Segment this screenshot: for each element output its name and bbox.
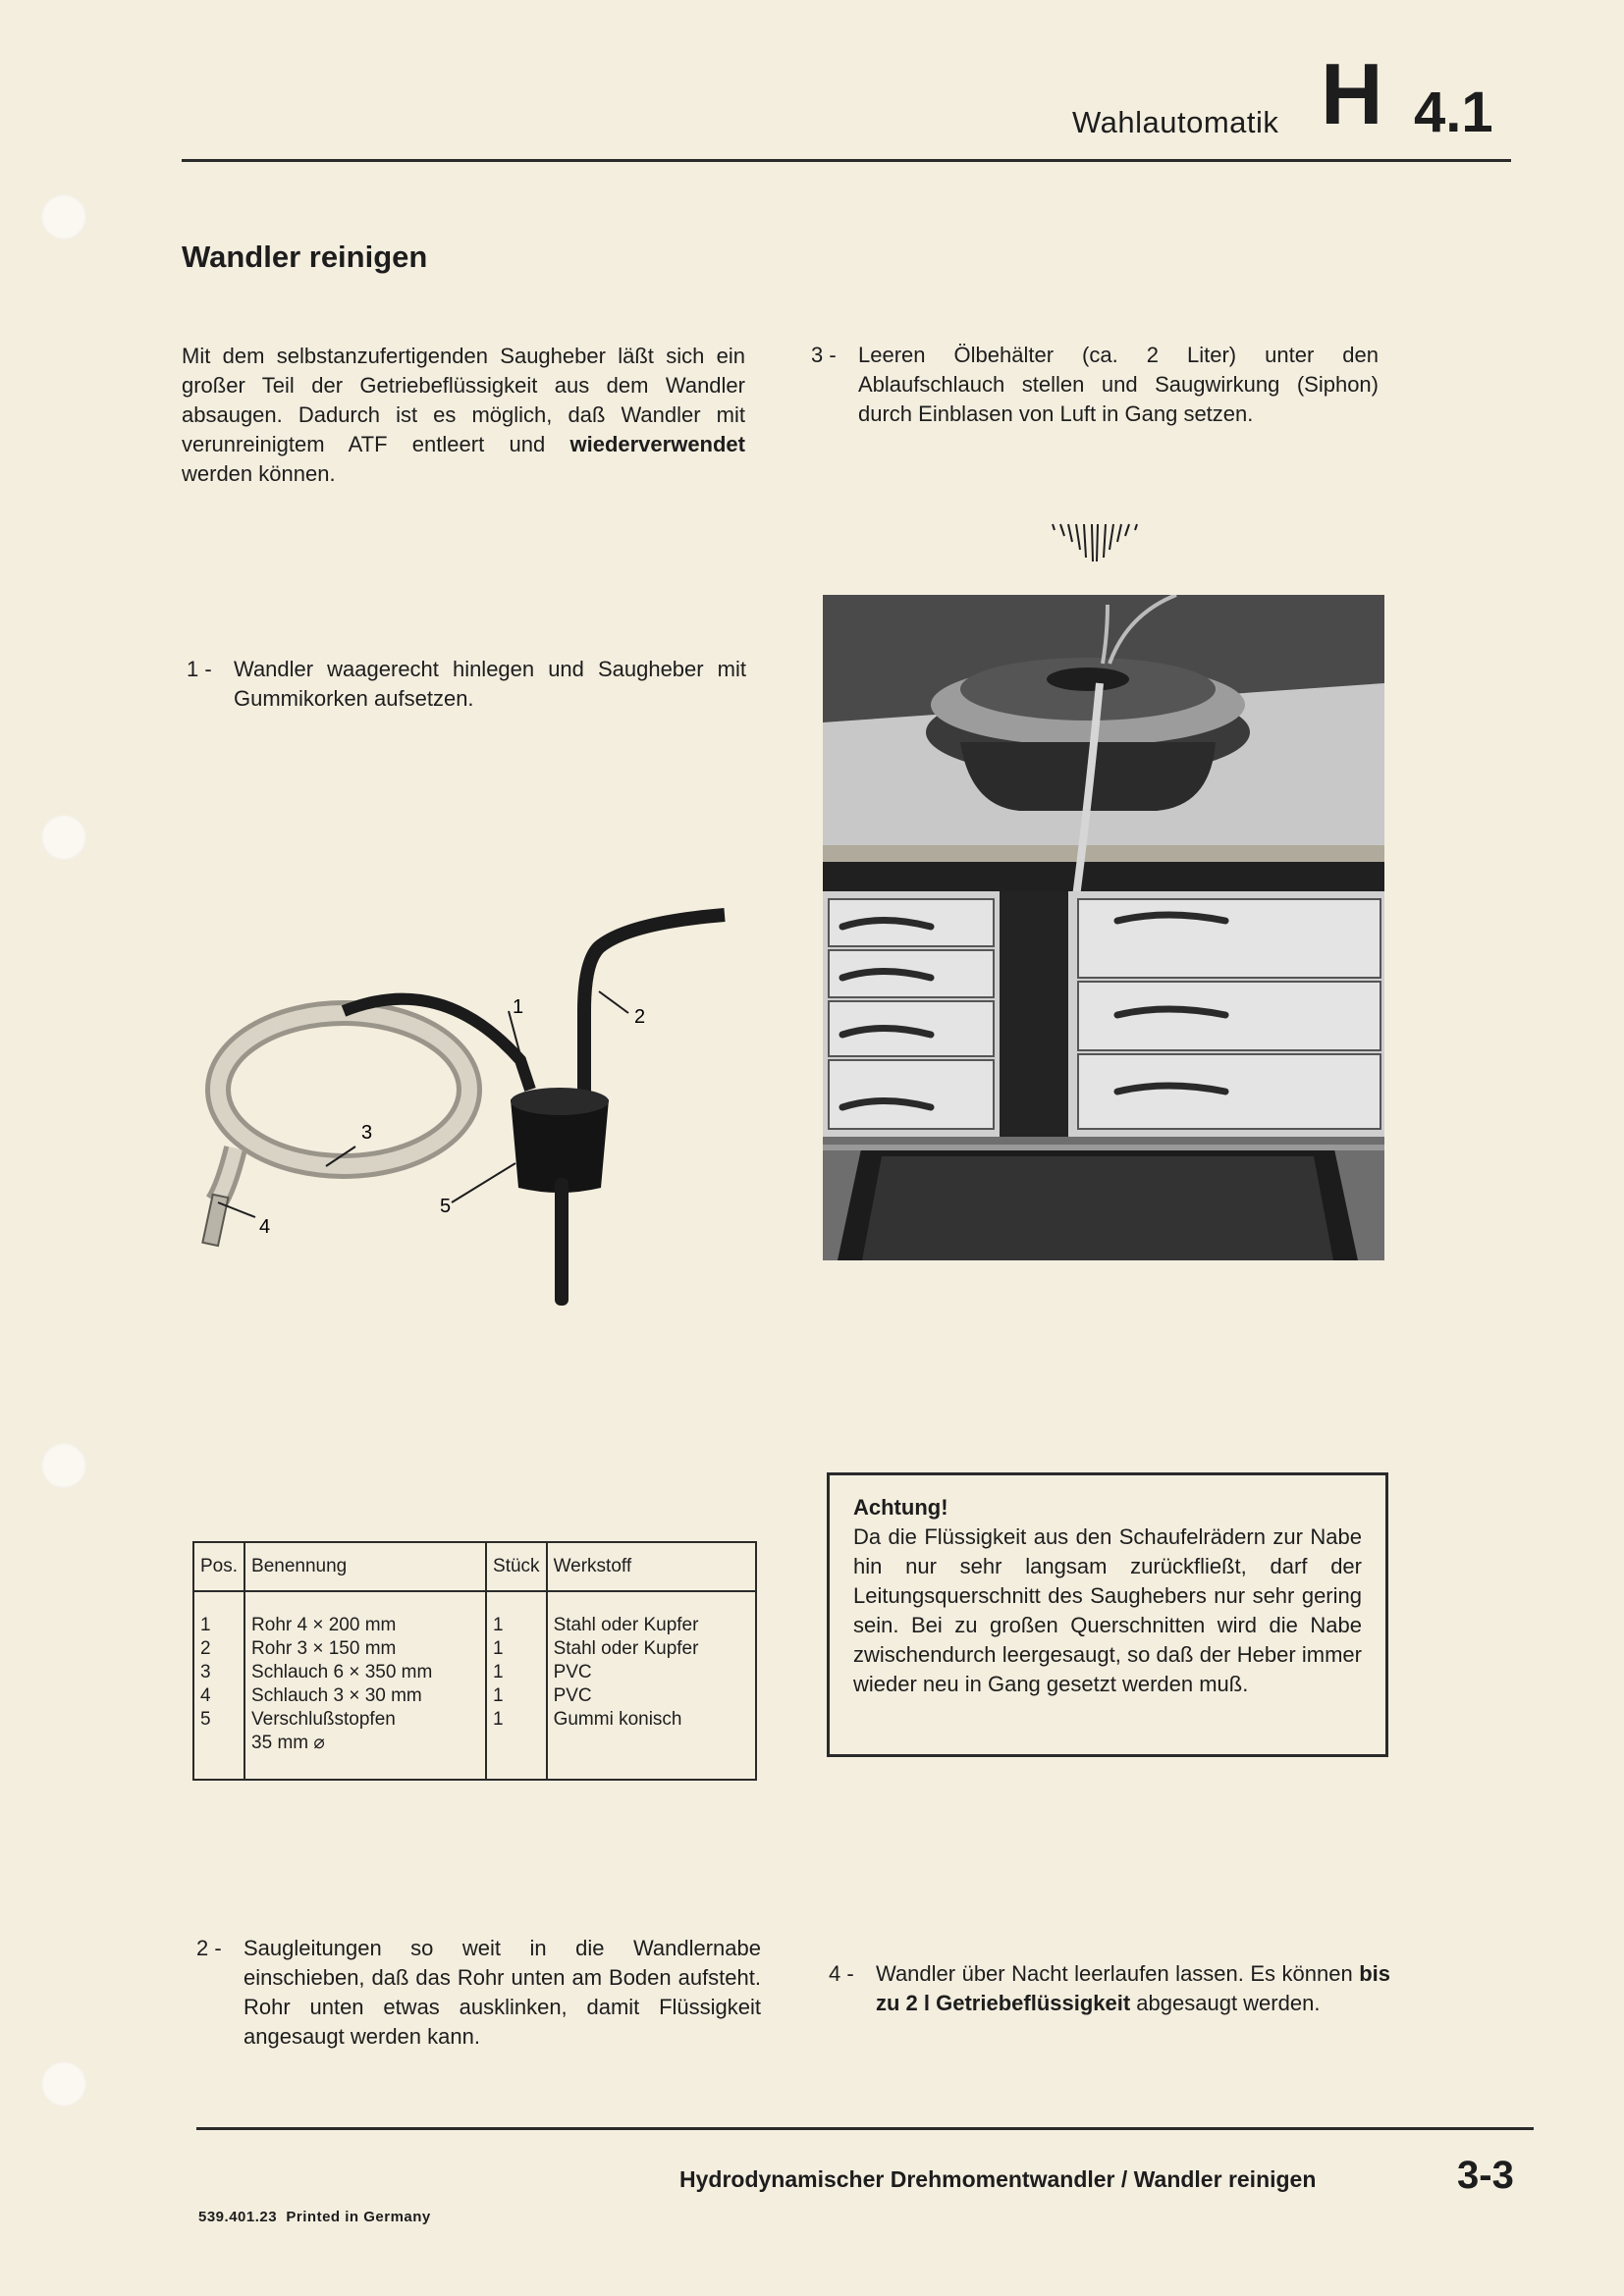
cell-pos: 5 [200, 1709, 211, 1730]
header-rule [182, 159, 1511, 162]
cell-name-2: 35 mm ⌀ [251, 1733, 325, 1753]
step-4-body [876, 1959, 1390, 2018]
table-body-name [244, 1591, 486, 1780]
cell-material: Stahl oder Kupfer [553, 1615, 699, 1635]
intro-paragraph [182, 342, 745, 489]
step-4 [829, 1959, 1390, 2018]
warning-title: Achtung! [853, 1495, 948, 1520]
intro-text-2: werden können. [182, 461, 336, 486]
arrow-marker-icon [1041, 520, 1149, 565]
cell-pos: 2 [200, 1638, 211, 1659]
punch-hole [41, 194, 86, 240]
callout-2: 2 [634, 1006, 646, 1028]
page-number: 3-3 [1457, 2154, 1514, 2197]
intro-bold: wiederverwendet [569, 432, 745, 456]
table-body-pos [193, 1591, 244, 1780]
step-4-bold: bis zu 2 l Getriebeflüssigkeit [876, 1961, 1390, 2015]
col-qty: Stück [486, 1542, 547, 1591]
step-3 [811, 341, 1379, 429]
callout-5: 5 [440, 1196, 452, 1217]
converter-photo [823, 595, 1384, 1260]
cell-material: Gummi konisch [553, 1709, 682, 1730]
section-title: Wahlautomatik [1072, 105, 1279, 139]
cell-qty: 1 [493, 1615, 504, 1635]
step-4-text-b: abgesaugt werden. [1130, 1991, 1321, 2015]
step-3-text: Leeren Ölbehälter (ca. 2 Liter) unter den Ablaufschlauch stellen und Saugwirkung (Siphon) durch Einblasen von Luft in Gang setzen. [858, 343, 1379, 426]
cell-pos: 3 [200, 1662, 211, 1682]
col-name: Benennung [244, 1542, 486, 1591]
cell-qty: 1 [493, 1685, 504, 1706]
cell-name: Rohr 4 × 200 mm [251, 1615, 397, 1635]
footer-title: Hydrodynamischer Drehmomentwandler / Wandler reinigen [679, 2166, 1317, 2192]
section-letter: H [1321, 45, 1383, 142]
step-2-number: 2 - [196, 1936, 222, 1960]
callout-3: 3 [361, 1122, 373, 1144]
callout-1: 1 [513, 996, 524, 1018]
step-1-text: Wandler waagerecht hinlegen und Saugheber mit Gummikorken aufsetzen. [234, 657, 746, 711]
cell-name: Schlauch 6 × 350 mm [251, 1662, 433, 1682]
table-header-row [193, 1542, 756, 1591]
table-row [193, 1591, 756, 1780]
col-material: Werkstoff [547, 1542, 756, 1591]
cell-pos: 4 [200, 1685, 211, 1706]
table-body-material [547, 1591, 756, 1780]
parts-table [192, 1541, 757, 1781]
step-1-number: 1 - [187, 657, 212, 681]
cell-qty: 1 [493, 1709, 504, 1730]
cell-name: Schlauch 3 × 30 mm [251, 1685, 422, 1706]
col-pos: Pos. [193, 1542, 244, 1591]
section-number: 4.1 [1414, 80, 1493, 144]
cell-name: Rohr 3 × 150 mm [251, 1638, 397, 1659]
footer-rule [196, 2127, 1534, 2130]
punch-hole [41, 2061, 86, 2107]
step-4-text-a: Wandler über Nacht leerlaufen lassen. Es können [876, 1961, 1360, 1986]
cell-material: Stahl oder Kupfer [553, 1638, 699, 1659]
step-2 [196, 1934, 761, 2052]
intro-text-1: Mit dem selbstanzufertigenden Saugheber läßt sich ein großer Teil der Getriebeflüssigkeit aus dem Wandler absaugen. Dadurch ist es möglich, daß Wandler mit verunreinigtem ATF entleert und [182, 344, 745, 456]
callout-4: 4 [259, 1216, 271, 1238]
punch-hole [41, 1443, 86, 1488]
table-body-qty [486, 1591, 547, 1780]
cell-qty: 1 [493, 1638, 504, 1659]
step-4-number: 4 - [829, 1961, 854, 1986]
step-2-text: Saugleitungen so weit in die Wandlernabe einschieben, daß das Rohr unten am Boden aufsteht. Rohr unten etwas ausklinken, damit Flüssigkeit angesaugt werden kann. [244, 1936, 761, 2049]
siphon-device-figure [196, 903, 746, 1335]
cell-qty: 1 [493, 1662, 504, 1682]
step-1 [187, 655, 746, 714]
step-3-number: 3 - [811, 343, 837, 367]
cell-pos: 1 [200, 1615, 211, 1635]
punch-hole [41, 815, 86, 860]
cell-material: PVC [553, 1662, 592, 1682]
cell-material: PVC [553, 1685, 592, 1706]
page-title: Wandler reinigen [182, 240, 428, 274]
print-note: 539.401.23 Printed in Germany [198, 2209, 431, 2225]
warning-note [827, 1472, 1388, 1757]
cell-name: Verschlußstopfen [251, 1709, 396, 1730]
warning-text: Da die Flüssigkeit aus den Schaufelrädern zur Nabe hin nur sehr langsam zurückfließt, darf der Leitungsquerschnitt des Saughebers nur sehr gering sein. Bei zu großen Querschnitten wird die Nabe zwischendurch leergesaugt, so daß der Heber immer wieder neu in Gang gesetzt werden muß. [853, 1524, 1362, 1696]
